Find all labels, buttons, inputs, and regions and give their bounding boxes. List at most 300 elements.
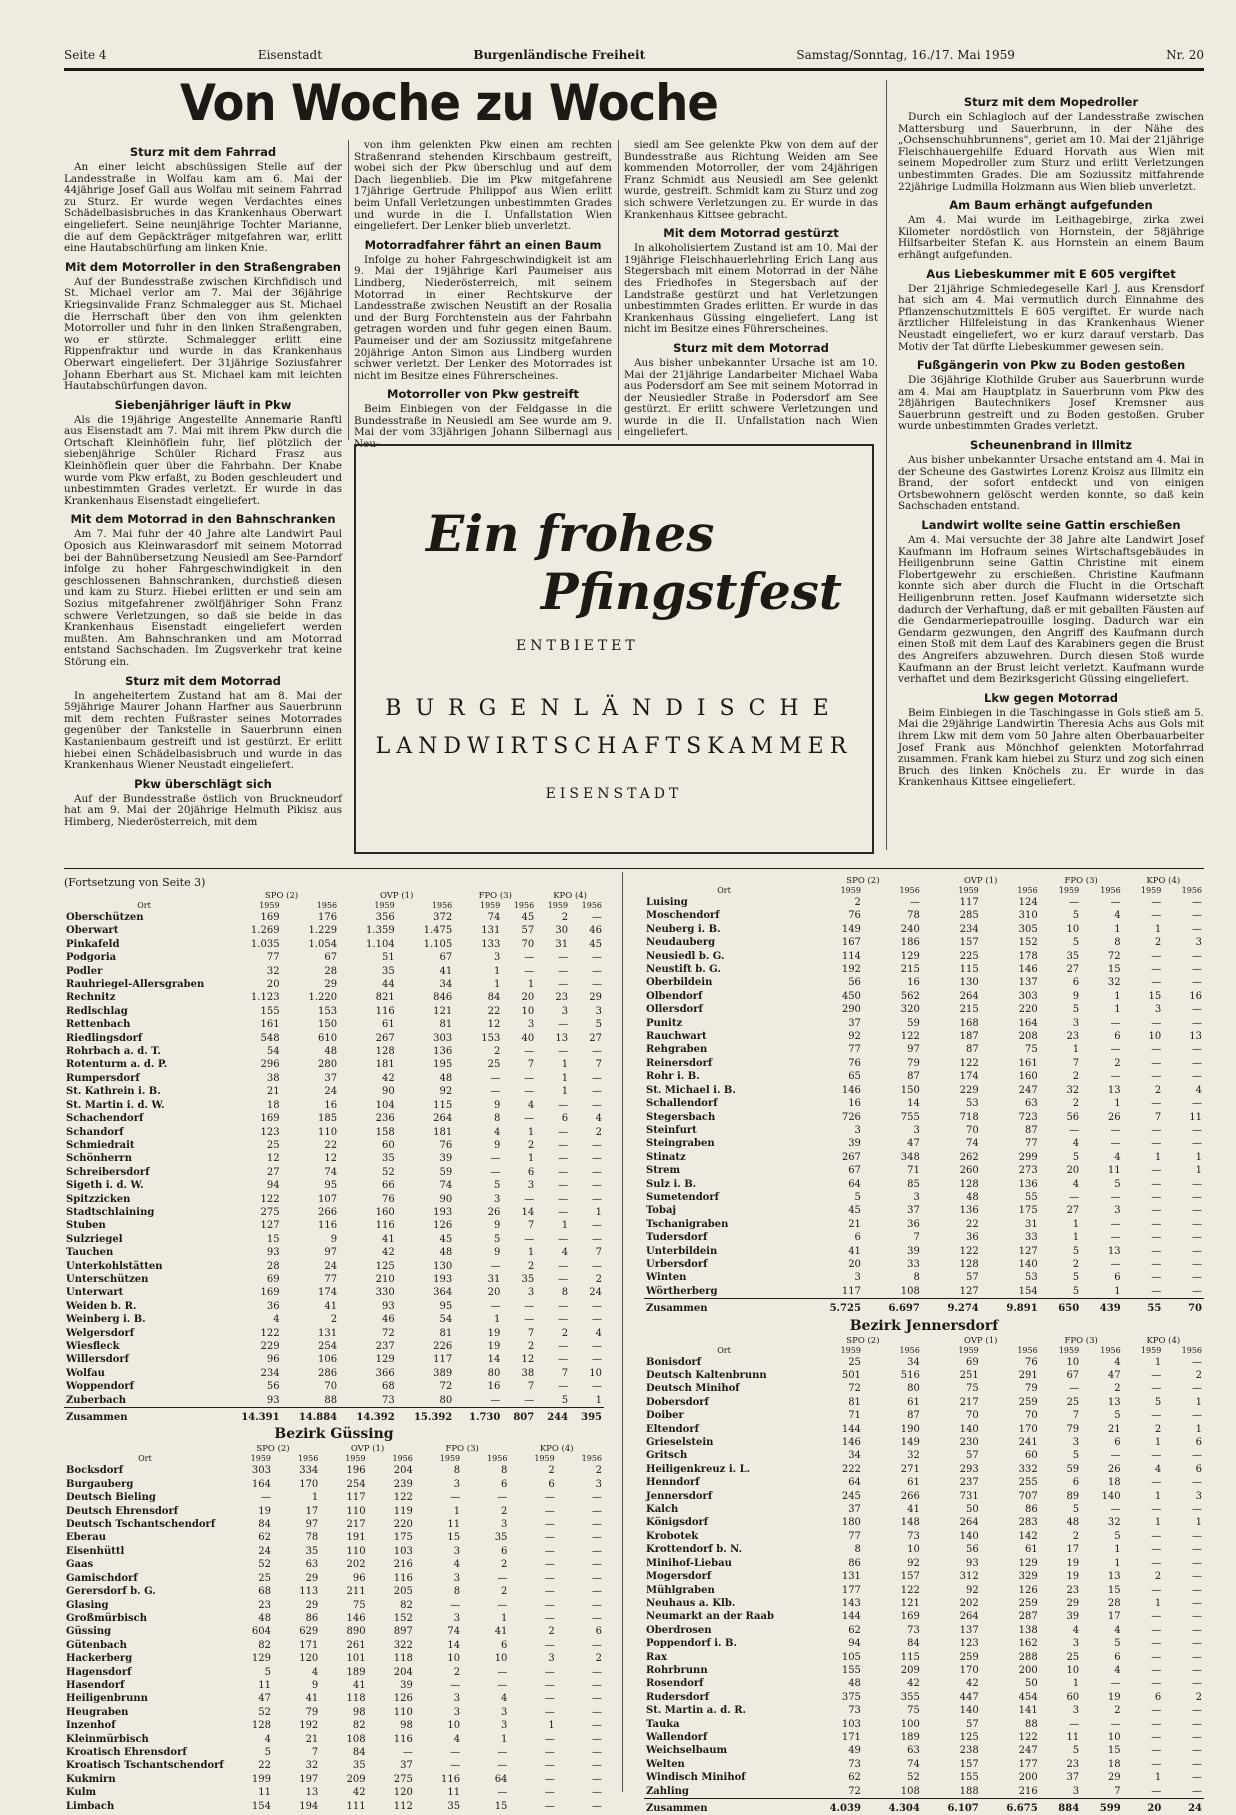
vote-count: 92 [863,1557,922,1570]
vote-count: 1.035 [224,938,282,951]
party-header: FPÖ (3) [454,891,536,901]
vote-count: 4 [1163,1084,1204,1097]
vote-count: 126 [981,1584,1040,1597]
vote-count: 175 [981,1204,1040,1217]
vote-count: 114 [804,950,863,963]
vote-count: 74 [922,1137,981,1150]
vote-count: — [1123,909,1164,922]
vote-count: 117 [397,1353,455,1366]
vote-count: — [570,951,604,964]
vote-count: — [502,1085,536,1098]
vote-count: 193 [397,1206,455,1219]
year-header: 1959 [1123,886,1164,896]
vote-count: 155 [922,1771,981,1784]
vote-count: 27 [1040,963,1081,976]
vote-count: 152 [981,936,1040,949]
vote-count: — [1163,1382,1204,1395]
vote-count: — [1123,1704,1164,1717]
vote-count: — [557,1505,604,1518]
table-row [64,1625,604,1638]
total-value: 6.675 [981,1799,1040,1815]
vote-count: 82 [368,1599,415,1612]
vote-count: 4 [1040,1178,1081,1191]
vote-count: 150 [863,1084,922,1097]
vote-count: 1.269 [224,924,282,937]
place-name: Kleinmürbisch [64,1733,226,1746]
vote-count: 87 [863,1070,922,1083]
table-row [64,1286,604,1299]
place-name: Spitzzicken [64,1193,224,1206]
article-headline: Aus Liebeskummer mit E 605 vergiftet [898,268,1204,281]
vote-count: 286 [282,1367,340,1380]
vote-count: 718 [922,1111,981,1124]
vote-count: — [536,1193,570,1206]
vote-count: 53 [981,1271,1040,1284]
table-row [644,1610,1204,1623]
vote-count: — [536,1139,570,1152]
year-header: 1956 [557,1454,604,1464]
vote-count: 209 [863,1664,922,1677]
place-name: Kroatisch Ehrensdorf [64,1746,226,1759]
vote-count: 897 [368,1625,415,1638]
table-row [644,990,1204,1003]
vote-count: 160 [339,1206,397,1219]
vote-count: 150 [282,1018,340,1031]
article-text: Aus bisher unbekannter Ursache entstand am 4. Mai in der Scheune des Gastwirtes Lorenz Kroisz aus Illmitz ein Brand, der sofort entdeckt und von einigen Ortsbewohnern gelöscht werden konnte, so daß kein Sachschaden entstand. [898,455,1204,513]
vote-count: 5 [454,1233,502,1246]
vote-count: — [1163,1543,1204,1556]
column-divider [618,140,619,440]
vote-count: — [570,1139,604,1152]
vote-count: 52 [863,1771,922,1784]
vote-count: 95 [282,1179,340,1192]
table-row [64,1072,604,1085]
table-row [644,1111,1204,1124]
vote-count: 217 [320,1518,367,1531]
vote-count: 169 [224,911,282,924]
vote-count: 92 [922,1584,981,1597]
vote-count: — [536,1099,570,1112]
vote-count: 108 [863,1285,922,1299]
place-name: Rax [644,1651,804,1664]
vote-count: 70 [282,1380,340,1393]
vote-count: — [557,1545,604,1558]
vote-count: 35 [462,1531,509,1544]
vote-count: 332 [981,1463,1040,1476]
vote-count: 74 [397,1179,455,1192]
vote-count: 87 [981,1124,1040,1137]
year-header: 1959 [509,1454,556,1464]
vote-count: 194 [273,1800,320,1813]
vote-count: — [509,1679,556,1692]
vote-count: 61 [863,1476,922,1489]
vote-count: 164 [226,1478,273,1491]
vote-count: 5 [1040,1449,1081,1462]
vote-count: 4 [1123,1463,1164,1476]
vote-count: 140 [922,1423,981,1436]
vote-count: — [1123,1204,1164,1217]
vote-count: 4 [415,1733,462,1746]
vote-count: 11 [226,1679,273,1692]
vote-count: 29 [1081,1771,1122,1784]
vote-count: 78 [273,1531,320,1544]
vote-count: 450 [804,990,863,1003]
party-header: ÖVP (1) [922,1336,1040,1346]
vote-count: 39 [863,1245,922,1258]
vote-count: — [557,1773,604,1786]
place-name: Weiden b. R. [64,1300,224,1313]
vote-count: 33 [863,1258,922,1271]
vote-count: 76 [981,1356,1040,1369]
vote-count: 48 [397,1246,455,1259]
vote-count: 20 [502,991,536,1004]
vote-count: 20 [454,1286,502,1299]
table-row [644,936,1204,949]
vote-count: 25 [224,1139,282,1152]
vote-count: — [557,1491,604,1504]
place-name: Burgauberg [64,1478,226,1491]
vote-count: 57 [922,1271,981,1284]
vote-count: 140 [922,1530,981,1543]
table-row [644,1624,1204,1637]
vote-count: — [1081,1124,1122,1137]
vote-count: 144 [804,1423,863,1436]
place-name: Doiber [644,1409,804,1422]
vote-count: 288 [981,1651,1040,1664]
vote-count: 181 [397,1126,455,1139]
vote-count: 77 [804,1043,863,1056]
vote-count: 15 [1123,990,1164,1003]
vote-count: 389 [397,1367,455,1380]
vote-count: — [536,1126,570,1139]
vote-count: 80 [397,1394,455,1408]
vote-count: — [454,1072,502,1085]
total-value: 6.107 [922,1799,981,1815]
place-name: Woppendorf [64,1380,224,1393]
vote-count: 29 [1040,1597,1081,1610]
vote-count: 12 [502,1353,536,1366]
table-row [64,1166,604,1179]
place-name: Kalch [644,1503,804,1516]
table-row [644,1218,1204,1231]
table-row [64,1380,604,1393]
vote-count: 105 [804,1651,863,1664]
vote-count: 25 [1040,1651,1081,1664]
vote-count: — [536,1340,570,1353]
vote-count: 755 [863,1111,922,1124]
table-row [64,1018,604,1031]
vote-count: 90 [397,1193,455,1206]
table-row [644,1178,1204,1191]
vote-count: 154 [981,1285,1040,1299]
vote-count: — [502,951,536,964]
vote-count: 18 [1081,1476,1122,1489]
vote-count: 14 [454,1353,502,1366]
vote-count: 170 [981,1423,1040,1436]
article-column-3 [624,140,878,441]
vote-count: 2 [1123,1570,1164,1583]
place-name: Jennersdorf [644,1490,804,1503]
vote-count: 305 [981,923,1040,936]
vote-count: 10 [415,1652,462,1665]
vote-count: — [570,1045,604,1058]
vote-count: 890 [320,1625,367,1638]
vote-count: — [454,1166,502,1179]
table-row [644,1258,1204,1271]
place-name: Hagensdorf [64,1666,226,1679]
year-header: 1956 [502,901,536,911]
vote-count: — [509,1692,556,1705]
vote-count: — [1040,1718,1081,1731]
issue-number: Nr. 20 [1166,48,1204,62]
header-spacer [64,891,224,901]
vote-count: — [557,1719,604,1732]
vote-count: 293 [922,1463,981,1476]
vote-count: 40 [502,1032,536,1045]
vote-count: — [1123,1164,1164,1177]
vote-count: 27 [224,1166,282,1179]
vote-count: — [1163,1003,1204,1016]
vote-count: 87 [863,1409,922,1422]
place-name: Eltendorf [644,1423,804,1436]
vote-count: 29 [282,978,340,991]
vote-count: 67 [397,951,455,964]
place-name: Oberdrosen [644,1624,804,1637]
place-name: Rettenbach [64,1018,224,1031]
party-header-row [644,876,1204,886]
vote-count: — [1123,1124,1164,1137]
vote-count: 1 [502,1126,536,1139]
vote-count: 1.229 [282,924,340,937]
vote-count: 128 [226,1719,273,1732]
vote-count: 129 [863,950,922,963]
vote-count: 3 [462,1719,509,1732]
vote-count: 262 [922,1151,981,1164]
vote-count: 51 [339,951,397,964]
vote-count: 6 [462,1639,509,1652]
vote-count: 8 [415,1585,462,1598]
table-row [644,963,1204,976]
vote-count: 1 [1123,1771,1164,1784]
vote-count: 122 [922,1245,981,1258]
vote-count: 2 [415,1666,462,1679]
vote-count: 35 [1040,950,1081,963]
vote-count: 137 [922,1624,981,1637]
vote-count: — [1123,1476,1164,1489]
vote-count: 122 [922,1057,981,1070]
vote-count: 74 [415,1625,462,1638]
vote-count: 3 [415,1692,462,1705]
vote-count: 2 [462,1558,509,1571]
place-name: Wolfau [64,1367,224,1380]
article-text: Am 7. Mai fuhr der 40 Jahre alte Landwirt Paul Oposich aus Kleinwarasdorf mit seinem Motorrad bei der Bahnübersetzung Neusiedl am See-Parndorf infolge zu hoher Fahrgeschwindigkeit in den geschlossenen Bahnschranken, durchstieß diesen und kam zu Sturz. Hiebei erlitten er und sein am Sozius mitgefahrener zwölfjähriger Sohn Franz schwere Verletzungen, so daß sie beide in das Krankenhaus Eisenstadt eingeliefert werden mußten. Am Bahnschranken und am Motorrad entstand Sachschaden. Im Zugsverkehr trat keine Störung ein. [64,529,342,668]
place-name: Sulz i. B. [644,1178,804,1191]
table-divider [622,872,623,1792]
vote-count: — [1163,1204,1204,1217]
vote-count: 1 [509,1719,556,1732]
vote-count: 41 [273,1692,320,1705]
vote-count: 28 [282,965,340,978]
vote-count: 9 [454,1219,502,1232]
vote-count: 1 [502,978,536,991]
table-row [644,1691,1204,1704]
vote-count: 48 [804,1677,863,1690]
vote-count: 175 [368,1531,415,1544]
vote-count: 116 [368,1733,415,1746]
vote-count: 125 [922,1731,981,1744]
vote-count: 2 [1123,936,1164,949]
vote-count: 237 [339,1340,397,1353]
vote-count: 52 [226,1706,273,1719]
vote-count: 36 [863,1218,922,1231]
vote-count: — [1123,1043,1164,1056]
table-row [64,1464,604,1477]
article-headline: Landwirt wollte seine Gattin erschießen [898,519,1204,532]
vote-count: 48 [922,1191,981,1204]
vote-count: 1 [1040,1218,1081,1231]
vote-count: 8 [454,1112,502,1125]
vote-count: 117 [922,896,981,909]
table-row [64,924,604,937]
vote-count: — [1163,1097,1204,1110]
vote-count: 6 [462,1545,509,1558]
vote-count: 13 [1081,1084,1122,1097]
vote-count: 82 [320,1719,367,1732]
vote-count: 62 [804,1771,863,1784]
vote-count: 22 [454,1005,502,1018]
vote-count: 447 [922,1691,981,1704]
vote-count: — [1163,1449,1204,1462]
vote-count: 86 [981,1503,1040,1516]
place-name: Olbendorf [644,990,804,1003]
vote-count: — [1123,1503,1164,1516]
vote-count: — [570,1340,604,1353]
vote-count: 260 [922,1164,981,1177]
vote-count: — [462,1491,509,1504]
vote-count: 31 [536,938,570,951]
vote-count: 196 [320,1464,367,1477]
place-name: Punitz [644,1017,804,1030]
table-row [64,1639,604,1652]
vote-count: 88 [981,1718,1040,1731]
vote-count: 140 [981,1258,1040,1271]
vote-count: 128 [339,1045,397,1058]
place-name: Unterwart [64,1286,224,1299]
vote-count: 5 [1040,1744,1081,1757]
vote-count: — [509,1639,556,1652]
vote-count: 204 [368,1464,415,1477]
vote-count: 1 [1081,1097,1122,1110]
vote-count: 18 [224,1099,282,1112]
vote-count: 2 [509,1464,556,1477]
vote-count: 70 [981,1409,1040,1422]
vote-count: 2 [570,1126,604,1139]
vote-count: 136 [981,1178,1040,1191]
vote-count: 10 [462,1652,509,1665]
vote-count: — [1123,1758,1164,1771]
vote-count: — [1081,1677,1122,1690]
vote-count: 149 [804,923,863,936]
table-row [64,1300,604,1313]
vote-count: 211 [320,1585,367,1598]
table-row [64,1478,604,1491]
article-column-2 [354,140,612,453]
place-name: Steingraben [644,1137,804,1150]
vote-count: 131 [804,1570,863,1583]
vote-count: 1 [1123,1356,1164,1369]
vote-count: 230 [922,1436,981,1449]
vote-count: 32 [1040,1084,1081,1097]
vote-count: 261 [320,1639,367,1652]
district-title: Bezirk Jennersdorf [644,1318,1204,1334]
vote-count: 215 [863,963,922,976]
vote-count: 62 [226,1531,273,1544]
vote-count: 170 [273,1478,320,1491]
vote-count: 35 [502,1273,536,1286]
continuation-note: (Fortsetzung von Seite 3) [64,876,604,889]
vote-count: — [536,1380,570,1393]
vote-count: 61 [339,1018,397,1031]
vote-count: — [1081,1231,1122,1244]
year-header: 1956 [570,901,604,911]
vote-count: — [1163,1731,1204,1744]
table-row [644,1356,1204,1369]
vote-count: 41 [804,1245,863,1258]
table-row [644,1785,1204,1799]
article-headline: Siebenjähriger läuft in Pkw [64,399,342,412]
vote-count: 37 [282,1072,340,1085]
vote-count: 6 [1081,1651,1122,1664]
vote-count: — [1123,1718,1164,1731]
vote-count: 9 [1040,990,1081,1003]
vote-count: 155 [224,1005,282,1018]
vote-count: — [1040,896,1081,909]
vote-count: 10 [863,1543,922,1556]
article-headline: Sturz mit dem Fahrrad [64,146,342,159]
vote-count: 1 [415,1505,462,1518]
vote-count: 67 [282,951,340,964]
vote-count: 1 [1081,1543,1122,1556]
vote-count: 34 [804,1449,863,1462]
vote-count: — [1163,1258,1204,1271]
vote-count: 320 [863,1003,922,1016]
vote-count: — [1163,1744,1204,1757]
year-header: 1956 [397,901,455,911]
vote-count: — [570,1152,604,1165]
vote-count: — [454,1300,502,1313]
vote-count: 1 [454,978,502,991]
place-name: Welten [644,1758,804,1771]
vote-count: 1.104 [339,938,397,951]
place-name: Luising [644,896,804,909]
newspaper-name: Burgenländische Freiheit [473,48,645,62]
vote-count: 125 [339,1260,397,1273]
place-name: Sulzriegel [64,1233,224,1246]
table-row [64,1260,604,1273]
header-spacer [644,1336,804,1346]
vote-count: 37 [368,1759,415,1772]
vote-count: 84 [863,1637,922,1650]
vote-count: — [557,1706,604,1719]
place-name: Wallendorf [644,1731,804,1744]
vote-count: 3 [415,1545,462,1558]
vote-count: 11 [415,1518,462,1531]
vote-count: 312 [922,1570,981,1583]
vote-count: 9 [454,1099,502,1112]
vote-count: 372 [397,911,455,924]
ad-organization-line-1: BURGENLÄNDISCHE [356,696,872,721]
vote-count: — [557,1558,604,1571]
